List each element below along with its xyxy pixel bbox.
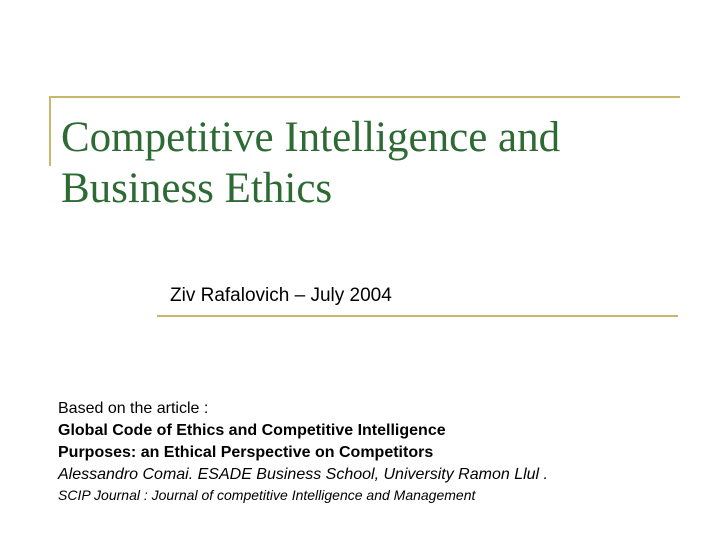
article-reference xyxy=(58,398,698,504)
title-top-rule xyxy=(50,96,680,98)
slide-title: Competitive Intelligence and Business Ethics xyxy=(61,114,561,212)
article-journal: SCIP Journal : Journal of competitive Intelligence and Management xyxy=(58,487,476,503)
article-title-line-2: Purposes: an Ethical Perspective on Competitors xyxy=(58,444,434,461)
subtitle-rule xyxy=(157,315,678,317)
article-author: Alessandro Comai. ESADE Business School, University Ramon Llul . xyxy=(58,466,548,483)
article-title-line-1: Global Code of Ethics and Competitive Intelligence xyxy=(58,422,446,439)
title-left-rule xyxy=(49,96,51,166)
reference-intro: Based on the article : xyxy=(58,400,209,417)
slide-subtitle: Ziv Rafalovich – July 2004 xyxy=(170,285,392,306)
